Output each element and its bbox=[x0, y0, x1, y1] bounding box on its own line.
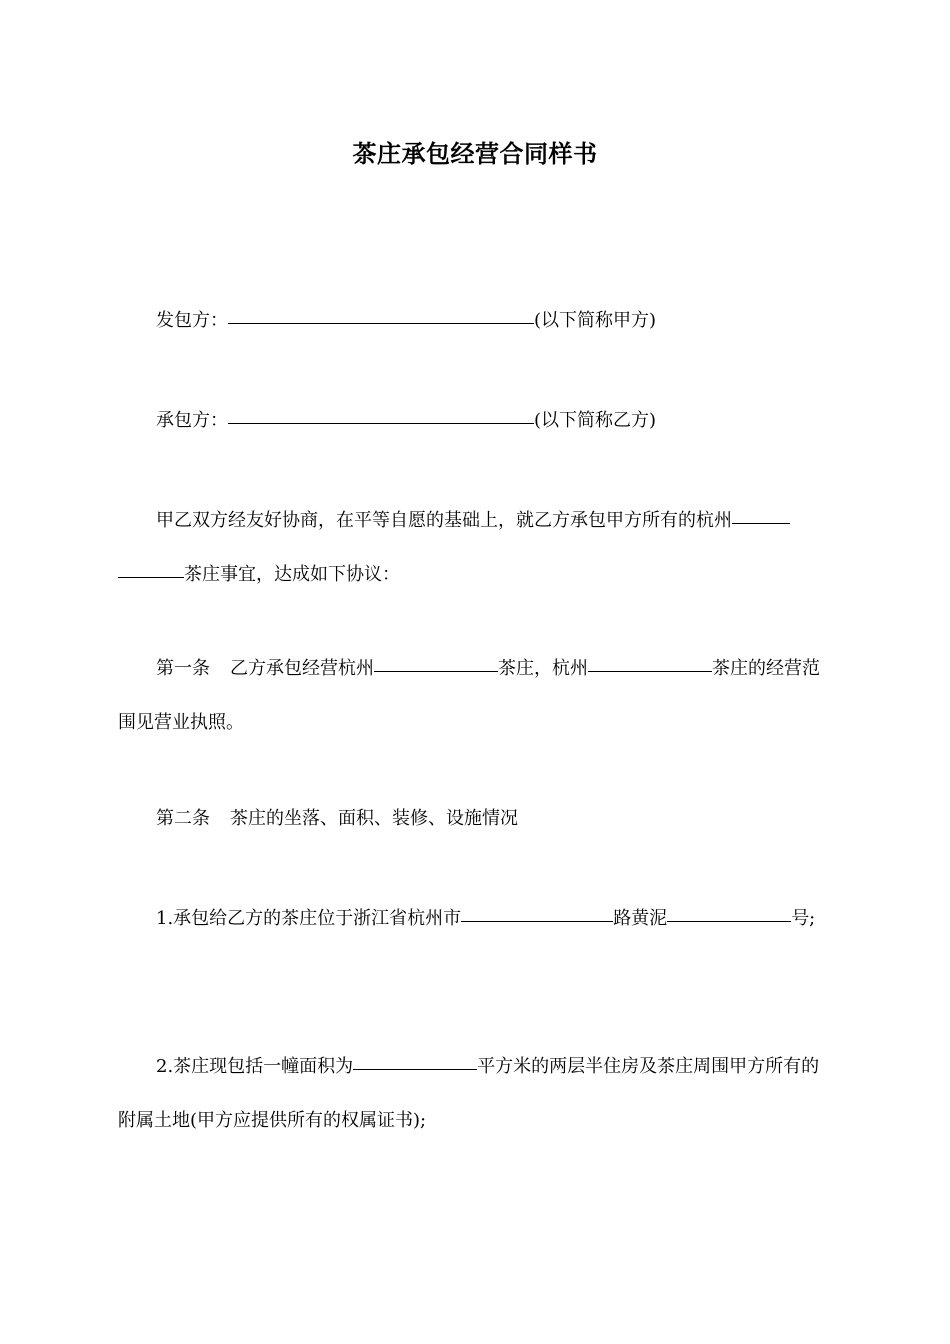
party-a-line bbox=[118, 294, 832, 348]
intro-blank-a bbox=[732, 505, 790, 524]
intro-paragraph bbox=[118, 494, 832, 602]
article-1-blank-a bbox=[374, 653, 498, 672]
article-2-text: 茶庄的坐落、面积、装修、设施情况 bbox=[230, 808, 518, 829]
article-2-heading: 第二条 bbox=[156, 808, 210, 829]
document-title: 茶庄承包经营合同样书 bbox=[352, 140, 598, 168]
article-2-paragraph bbox=[118, 792, 832, 846]
item-1-text-3: 号; bbox=[791, 908, 816, 929]
article-1-text-3: 茶庄的经营范围见营业执照。 bbox=[118, 658, 820, 733]
item-2-blank bbox=[353, 1051, 477, 1070]
item-1-blank-b bbox=[667, 903, 791, 922]
intro-text-2: 茶庄事宜，达成如下协议： bbox=[184, 564, 400, 585]
intro-text-1: 甲乙双方经友好协商，在平等自愿的基础上，就乙方承包甲方所有的杭州 bbox=[156, 510, 732, 531]
party-a-blank bbox=[228, 305, 534, 324]
party-a-suffix: (以下简称甲方) bbox=[534, 310, 657, 331]
article-1-paragraph bbox=[118, 642, 832, 750]
item-1-text-2: 路黄泥 bbox=[613, 908, 668, 929]
item-1-text-1: 1.承包给乙方的茶庄位于浙江省杭州市 bbox=[156, 908, 462, 929]
item-2-paragraph bbox=[118, 1040, 832, 1148]
party-b-blank bbox=[228, 405, 534, 424]
article-1-blank-b bbox=[588, 653, 712, 672]
item-2-text-2: 平方米的两层半住房及茶庄周围甲方所有的附属土地(甲方应提供所有的权属证书); bbox=[118, 1056, 820, 1131]
party-a-label: 发包方： bbox=[156, 310, 228, 331]
item-1-blank-a bbox=[461, 903, 613, 922]
item-1-paragraph bbox=[118, 892, 832, 946]
item-2-text-1: 2.茶庄现包括一幢面积为 bbox=[156, 1056, 354, 1077]
party-b-line bbox=[118, 394, 832, 448]
article-1-heading: 第一条 bbox=[156, 658, 210, 679]
article-1-text-1: 乙方承包经营杭州 bbox=[230, 658, 374, 679]
party-b-suffix: (以下简称乙方) bbox=[534, 410, 657, 431]
party-b-label: 承包方： bbox=[156, 410, 228, 431]
intro-blank-b bbox=[118, 559, 184, 578]
article-1-text-2: 茶庄，杭州 bbox=[498, 658, 588, 679]
